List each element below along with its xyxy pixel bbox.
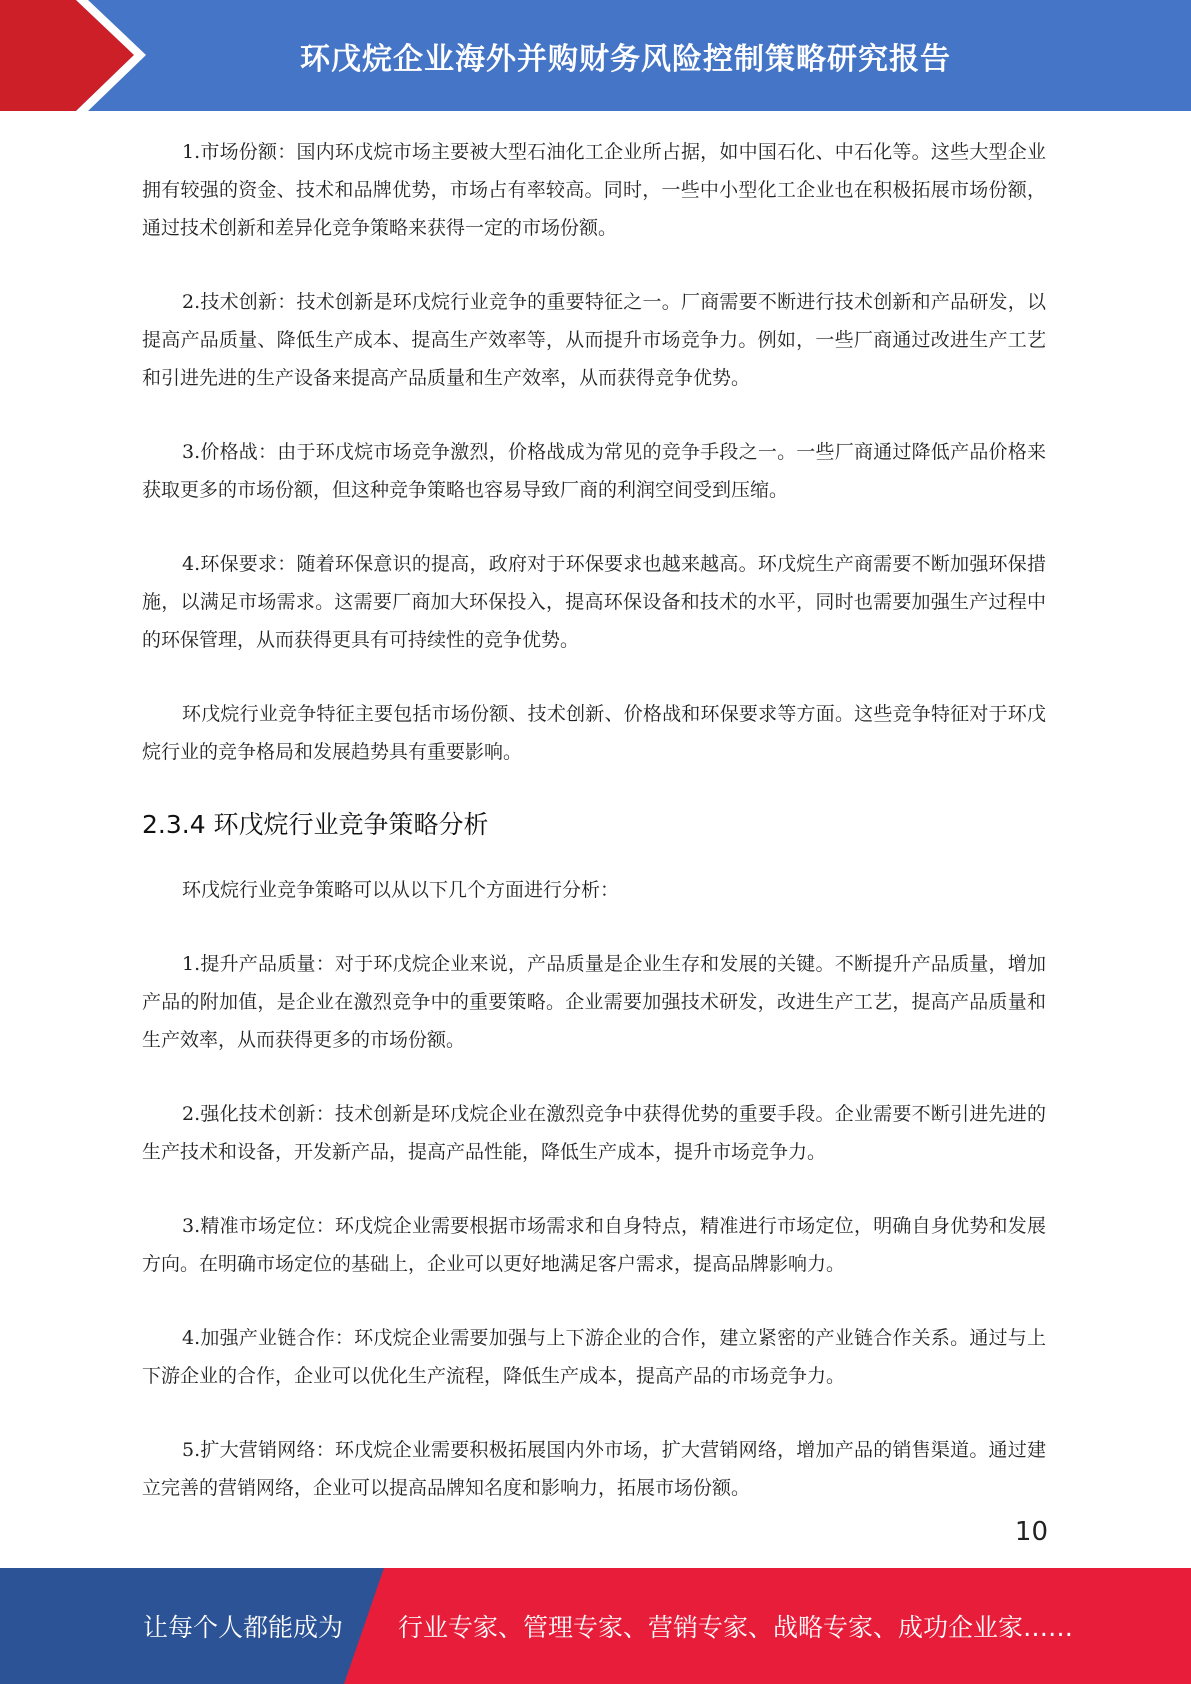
paragraph-tech-innovation: 2.技术创新：技术创新是环戊烷行业竞争的重要特征之一。厂商需要不断进行技术创新和产品研发，以提高产品质量、降低生产成本、提高生产效率等，从而提升市场竞争力。例如，一些厂商通过改进生产工艺和引进先进的生产设备来提高产品质量和生产效率，从而获得竞争优势。 (142, 291, 1046, 389)
paragraph-strengthen-innovation: 2.强化技术创新：技术创新是环戊烷企业在激烈竞争中获得优势的重要手段。企业需要不断引进先进的生产技术和设备，开发新产品，提高产品性能，降低生产成本，提升市场竞争力。 (142, 1103, 1046, 1163)
section-heading: 2.3.4 环戊烷行业竞争策略分析 (142, 810, 489, 839)
footer-slogan-left: 让每个人都能成为 (143, 1613, 344, 1642)
paragraph-summary: 环戊烷行业竞争特征主要包括市场份额、技术创新、价格战和环保要求等方面。这些竞争特征对于环戊烷行业的竞争格局和发展趋势具有重要影响。 (142, 703, 1046, 763)
paragraph-product-quality: 1.提升产品质量：对于环戊烷企业来说，产品质量是企业生存和发展的关键。不断提升产品质量，增加产品的附加值，是企业在激烈竞争中的重要策略。企业需要加强技术研发，改进生产工艺，提高产品质量和生产效率，从而获得更多的市场份额。 (142, 953, 1046, 1051)
document-body (142, 133, 1046, 1543)
paragraph-industry-chain: 4.加强产业链合作：环戊烷企业需要加强与上下游企业的合作，建立紧密的产业链合作关系。通过与上下游企业的合作，企业可以优化生产流程，降低生产成本，提高产品的市场竞争力。 (142, 1327, 1046, 1387)
paragraph-marketing-network: 5.扩大营销网络：环戊烷企业需要积极拓展国内外市场，扩大营销网络，增加产品的销售渠道。通过建立完善的营销网络，企业可以提高品牌知名度和影响力，拓展市场份额。 (142, 1439, 1046, 1499)
page-number: 10 (1014, 1517, 1048, 1547)
paragraph-market-positioning: 3.精准市场定位：环戊烷企业需要根据市场需求和自身特点，精准进行市场定位，明确自身优势和发展方向。在明确市场定位的基础上，企业可以更好地满足客户需求，提高品牌影响力。 (142, 1215, 1046, 1275)
footer-slogan-right: 行业专家、管理专家、营销专家、战略专家、成功企业家…… (398, 1613, 1074, 1642)
page-header (0, 0, 1191, 111)
paragraph-strategy-intro: 环戊烷行业竞争策略可以从以下几个方面进行分析： (182, 879, 620, 901)
paragraph-price-war: 3.价格战：由于环戊烷市场竞争激烈，价格战成为常见的竞争手段之一。一些厂商通过降低产品价格来获取更多的市场份额，但这种竞争策略也容易导致厂商的利润空间受到压缩。 (142, 441, 1046, 501)
paragraph-environmental: 4.环保要求：随着环保意识的提高，政府对于环保要求也越来越高。环戊烷生产商需要不断加强环保措施，以满足市场需求。这需要厂商加大环保投入，提高环保设备和技术的水平，同时也需要加强生产过程中的环保管理，从而获得更具有可持续性的竞争优势。 (142, 553, 1046, 651)
page-footer (0, 1568, 1191, 1684)
paragraph-market-share: 1.市场份额：国内环戊烷市场主要被大型石油化工企业所占据，如中国石化、中石化等。这些大型企业拥有较强的资金、技术和品牌优势，市场占有率较高。同时，一些中小型化工企业也在积极拓展市场份额，通过技术创新和差异化竞争策略来获得一定的市场份额。 (142, 141, 1046, 239)
header-title: 环戊烷企业海外并购财务风险控制策略研究报告 (300, 41, 951, 77)
